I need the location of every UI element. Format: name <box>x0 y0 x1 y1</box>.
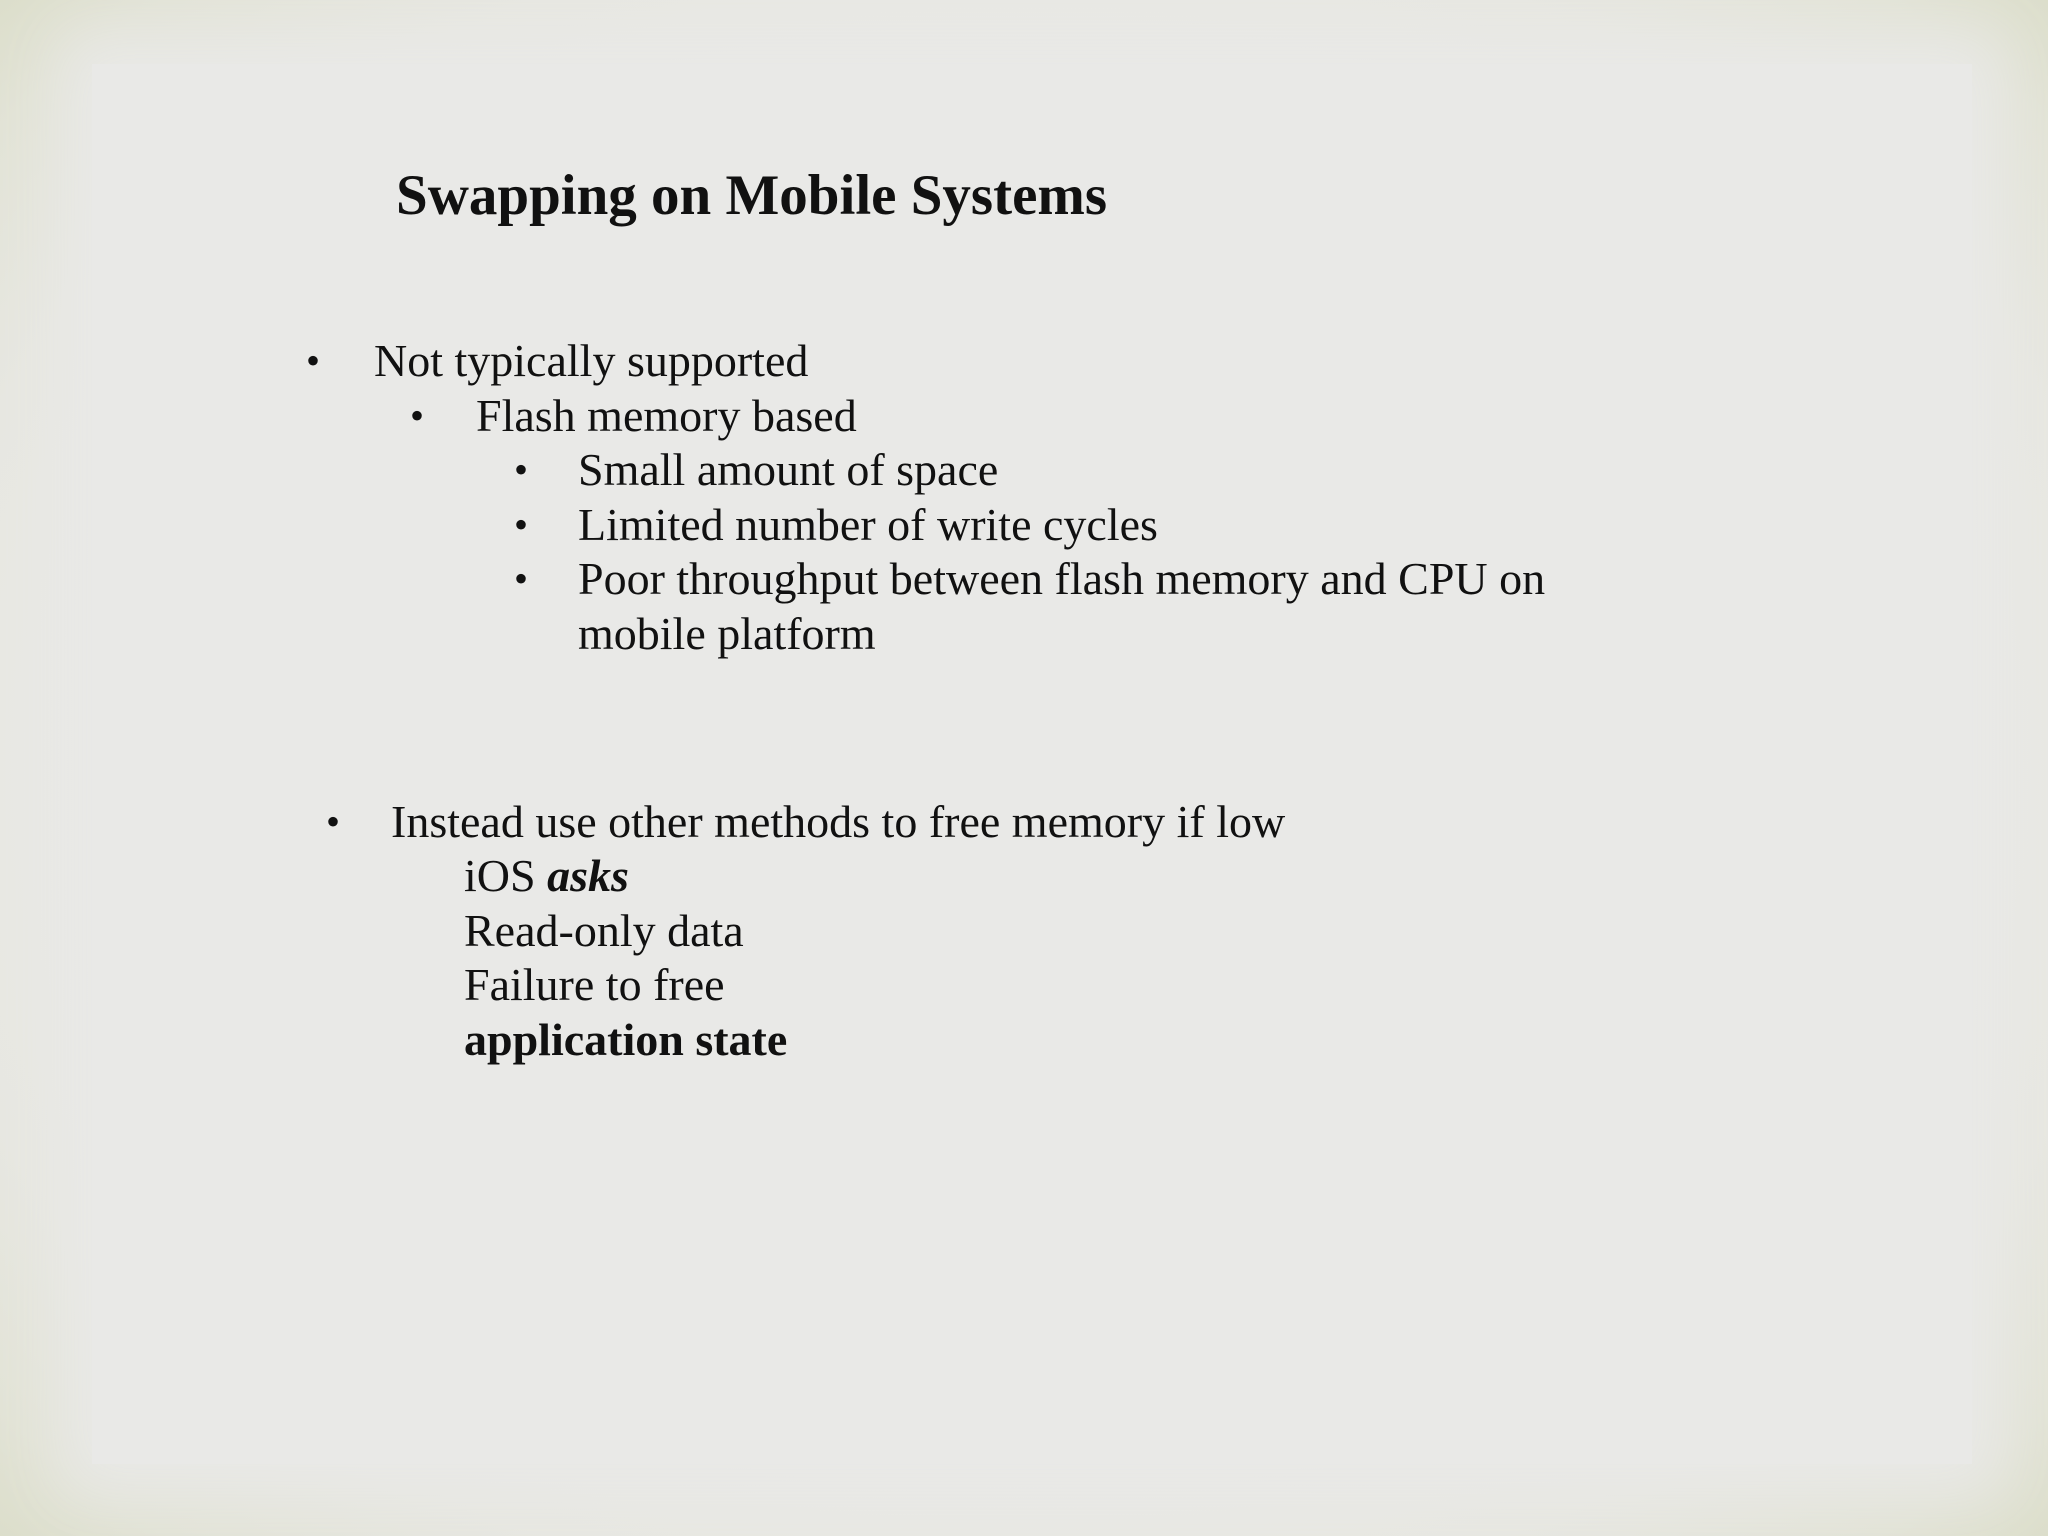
failure-to-free-line: Failure to free <box>464 959 725 1010</box>
ios-label: iOS <box>464 850 536 901</box>
read-only-data-line: Read-only data <box>464 905 744 956</box>
bullet-marker: • <box>306 338 321 383</box>
asks-emphasis: asks <box>547 850 629 901</box>
bullet-poor-throughput-continuation: mobile platform <box>578 608 876 659</box>
bullet-flash-memory-based: Flash memory based <box>476 390 857 441</box>
bullet-small-amount-of-space: Small amount of space <box>578 444 999 495</box>
bullet-marker: • <box>514 556 529 601</box>
bullet-instead-use-other-methods: Instead use other methods to free memory if low <box>391 796 1286 847</box>
bullet-limited-write-cycles: Limited number of write cycles <box>578 499 1158 550</box>
bullet-marker: • <box>514 447 529 492</box>
bullet-not-typically-supported: Not typically supported <box>374 335 809 386</box>
bullet-marker: • <box>326 799 341 844</box>
application-state-line: application state <box>464 1014 788 1065</box>
bullet-marker: • <box>514 502 529 547</box>
bullet-marker: • <box>410 393 425 438</box>
slide-content-panel <box>92 64 1972 1464</box>
slide-title: Swapping on Mobile Systems <box>396 164 1108 227</box>
ios-asks-line <box>464 849 629 903</box>
bullet-poor-throughput: Poor throughput between flash memory and CPU on <box>578 553 1546 604</box>
